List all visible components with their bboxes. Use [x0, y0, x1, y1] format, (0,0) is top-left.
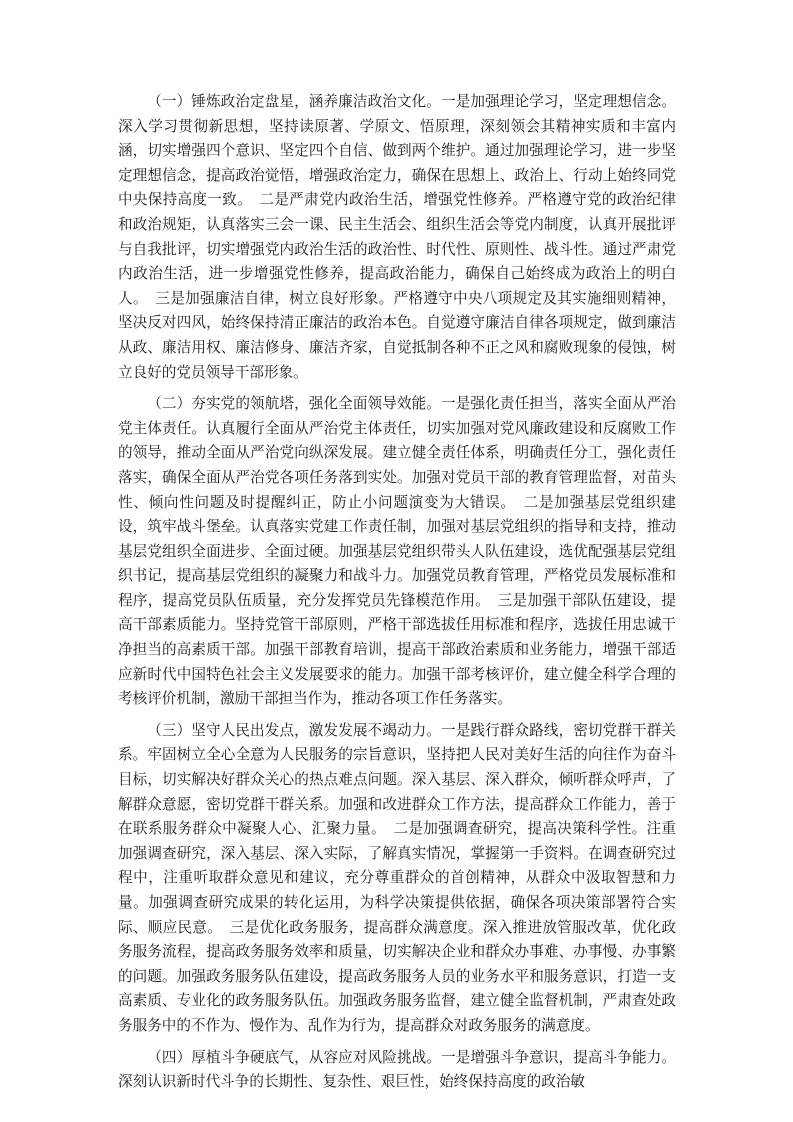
- document-body: [118, 90, 676, 1102]
- paragraph-section-1: （一）锤炼政治定盘星，涵养廉洁政治文化。一是加强理论学习，坚定理想信念。深入学习贯彻新思想，坚持读原著、学原文、悟原理，深刻领会其精神实质和丰富内涵，切实增强四个意识、坚定四个自信、做到两个维护。通过加强理论学习，进一步坚定理想信念，提高政治觉悟，增强政治定力，确保在思想上、政治上、行动上始终同党中央保持高度一致。 二是严肃党内政治生活，增强党性修养。严格遵守党的政治纪律和政治规矩，认真落实三会一课、民主生活会、组织生活会等党内制度，认真开展批评与自我批评，切实增强党内政治生活的政治性、时代性、原则性、战斗性。通过严肃党内政治生活，进一步增强党性修养，提高政治能力，确保自己始终成为政治上的明白人。 三是加强廉洁自律，树立良好形象。严格遵守中央八项规定及其实施细则精神，坚决反对四风，始终保持清正廉洁的政治本色。自觉遵守廉洁自律各项规定，做到廉洁从政、廉洁用权、廉洁修身、廉洁齐家，自觉抵制各种不正之风和腐败现象的侵蚀，树立良好的党员领导干部形象。: [118, 93, 676, 381]
- paragraph-section-2: （二）夯实党的领航塔，强化全面领导效能。一是强化责任担当，落实全面从严治党主体责任。认真履行全面从严治党主体责任，切实加强对党风廉政建设和反腐败工作的领导，推动全面从严治党向纵深发展。建立健全责任体系，明确责任分工，强化责任落实，确保全面从严治党各项任务落到实处。加强对党员干部的教育管理监督，对苗头性、倾向性问题及时提醒纠正，防止小问题演变为大错误。 二是加强基层党组织建设，筑牢战斗堡垒。认真落实党建工作责任制，加强对基层党组织的指导和支持，推动基层党组织全面进步、全面过硬。加强基层党组织带头人队伍建设，选优配强基层党组织书记，提高基层党组织的凝聚力和战斗力。加强党员教育管理，严格党员发展标准和程序，提高党员队伍质量，充分发挥党员先锋模范作用。 三是加强干部队伍建设，提高干部素质能力。坚持党管干部原则，严格干部选拔任用标准和程序，选拔任用忠诚干净担当的高素质干部。加强干部教育培训，提高干部政治素质和业务能力，增强干部适应新时代中国特色社会主义发展要求的能力。加强干部考核评价，建立健全科学合理的考核评价机制，激励干部担当作为，推动各项工作任务落实。: [118, 395, 676, 708]
- paragraph-section-3: （三）坚守人民出发点，激发发展不竭动力。一是践行群众路线，密切党群干群关系。牢固树立全心全意为人民服务的宗旨意识，坚持把人民对美好生活的向往作为奋斗目标，切实解决好群众关心的热点难点问题。深入基层、深入群众，倾听群众呼声，了解群众意愿，密切党群干群关系。加强和改进群众工作方法，提高群众工作能力，善于在联系服务群众中凝聚人心、汇聚力量。 二是加强调查研究，提高决策科学性。注重加强调查研究，深入基层、深入实际，了解真实情况，掌握第一手资料。在调查研究过程中，注重听取群众意见和建议，充分尊重群众的首创精神，从群众中汲取智慧和力量。加强调查研究成果的转化运用，为科学决策提供依据，确保各项决策部署符合实际、顺应民意。 三是优化政务服务，提高群众满意度。深入推进放管服改革，优化政务服务流程，提高政务服务效率和质量，切实解决企业和群众办事难、办事慢、办事繁的问题。加强政务服务队伍建设，提高政务服务人员的业务水平和服务意识，打造一支高素质、专业化的政务服务队伍。加强政务服务监督，建立健全监督机制，严肃查处政务服务中的不作为、慢作为、乱作为行为，提高群众对政务服务的满意度。: [118, 721, 676, 1034]
- paragraph-section-4: （四）厚植斗争硬底气，从容应对风险挑战。一是增强斗争意识，提高斗争能力。深刻认识新时代斗争的长期性、复杂性、艰巨性，始终保持高度的政治敏: [118, 1048, 676, 1091]
